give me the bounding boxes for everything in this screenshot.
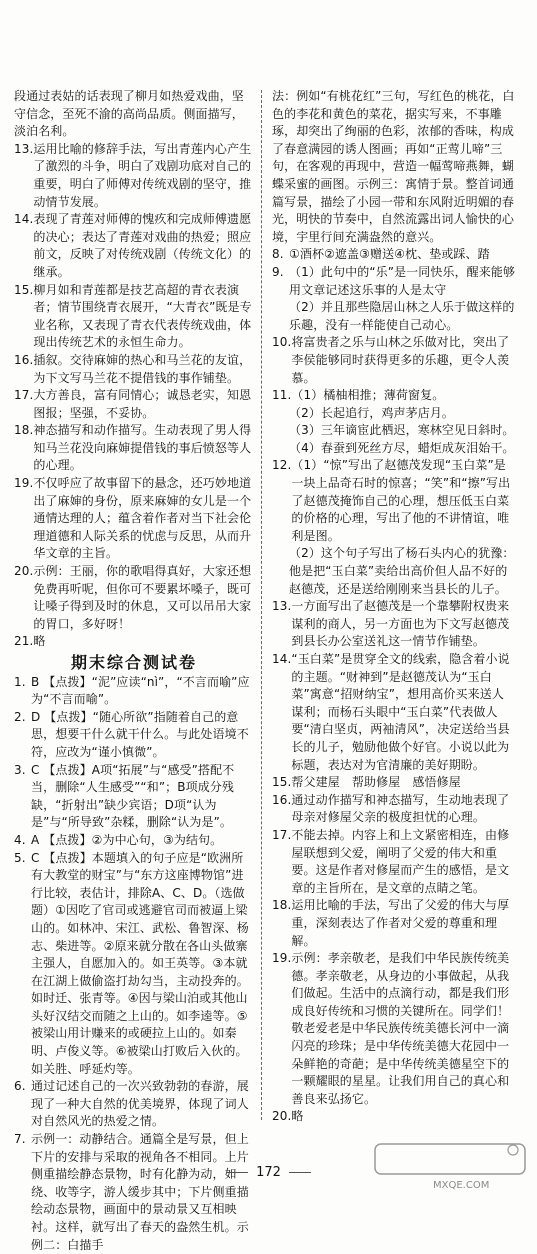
answer-item <box>14 633 254 651</box>
answer-text: 将富贵者之乐与山林之乐做对比，突出了李侯能够同时获得更多的乐趣，更令人羡慕。 <box>291 335 510 385</box>
answer-text: C 【点拨】A项“拓展”与“感受”搭配不当，删除“人生感受”“和”；B项成分残缺，“折射出”缺少宾语；D项“认为是”与“所导致”杂糅，删除“认为是”。 <box>31 762 235 830</box>
answer-number: 2. <box>14 709 26 724</box>
answer-number: 16. <box>272 792 292 807</box>
answer-subitem: （3）三年谪宦此栖迟，寒林空见日斜时。 <box>289 423 515 438</box>
answer-text: 示例：王丽，你的歌唱得真好，大家还想免费再听呢，但你可不要累坏嗓子，既可让嗓子得到及时的休息，又可以吊吊大家的胃口，多好呀！ <box>33 564 252 631</box>
answer-item <box>14 674 254 709</box>
answer-text: 运用比喻的修辞手法，写出青莲内心产生了激烈的斗争，明白了戏剧功底对自己的重要，明白了师傅对传统戏剧的坚守，推动情节发展。 <box>33 141 252 209</box>
answer-item <box>272 651 516 774</box>
answer-subitem: （2）这个句子写出了杨石头内心的犹豫：他是把“玉白菜”卖给出高价但人品不好的赵德茂，还是送给刚刚来当县长的儿子。 <box>289 546 515 596</box>
answer-number: 15. <box>14 282 34 297</box>
answer-item <box>272 598 516 651</box>
answer-text: 不仅呼应了故事留下的悬念，还巧妙地道出了麻婶的身份，原来麻婶的女儿是一个通情达理的人；蕴含着作者对当下社会伦理道德和人际关系的忧虑与反思，从而升华文章的主旨。 <box>33 476 252 561</box>
answer-item <box>272 246 516 264</box>
answer-number: 11. <box>272 388 292 403</box>
section-title: 期末综合测试卷 <box>70 653 197 672</box>
answer-text: 示例：孝亲敬老，是我们中华民族传统美德。孝亲敬老，从身边的小事做起，从我们做起。生活中的点滴行动，都是我们形成良好传统和习惯的关键所在。同学们！敬老爱老是中华民族传统美德长河中一滴闪亮的珍珠；是中华传统美德大花园中一朵鲜艳的奇葩；是中华传统美德星空下的一颗耀眼的星星。让我们用自己的真心和善良来弘扬它。 <box>291 951 510 1106</box>
page-number: 172 <box>0 1165 537 1180</box>
answer-text: 运用比喻的手法，写出了父爱的伟大与厚重，深刻表达了作者对父爱的尊重和理解。 <box>291 898 510 948</box>
column-divider <box>261 90 262 1120</box>
answer-item <box>14 850 254 1079</box>
answer-number: 3. <box>14 762 26 777</box>
answer-number: 16. <box>14 352 34 367</box>
answer-number: 14. <box>272 652 292 666</box>
answer-text: 不能去掉。内容上和上文紧密相连，由修屋联想到父爱，阐明了父爱的伟大和重要。这是作者对修屋而产生的感悟，是文章的主旨所在，是文章的点睛之笔。 <box>291 827 510 895</box>
answer-text: 柳月如和青莲都是技艺高超的青衣表演者；情节围绕青衣展开，“大青衣”既是专业名称，又表现了青衣代表传统戏曲，体现出传统艺术的永恒生命力。 <box>33 282 252 350</box>
answer-text: 神态描写和动作描写。生动表现了男人得知马兰花没向麻婶提借钱的事后愤怒等人的心理。 <box>33 423 252 473</box>
answer-text: 插叙。交待麻婶的热心和马兰花的友谊，为下文写马兰花不提借钱的事作铺垫。 <box>33 352 252 385</box>
watermark-logo <box>373 1138 531 1194</box>
answer-text: 一方面写出了赵德茂是一个靠攀附权贵来谋利的商人，另一方面也为下文写赵德茂到县长办公室送礼这一情节作铺垫。 <box>291 599 510 649</box>
answer-number: 17. <box>272 827 292 842</box>
answer-subitem: （2）长起追行，鸡声茅店月。 <box>289 405 455 420</box>
answer-subitem: （2）并且那些隐居山林之人乐于做这样的乐趣，没有一样能使自己动心。 <box>289 300 515 332</box>
answer-text: 略 <box>33 634 46 649</box>
answer-number: 12. <box>272 458 292 473</box>
answer-number: 20. <box>272 1109 292 1124</box>
answer-item <box>14 141 254 211</box>
answer-text: C 【点拨】本题填入的句子应是“欧洲所有大教堂的财宝”与“东方这座博物馆”进行比较，表估计，排除A、C、D。（选做题）①因吃了官司或逃避官司而被逼上梁山的。如林冲、宋江、武松、鲁智深、杨志、柴进等。②原来就分散在各山头做寨主强人，自愿加入的。如王英等。③本就在江湖上做偷盗打劫勾当，主动投奔的。如时迁、张青等。④因与梁山泊或其他山头好汉结交而随之上山的。如李逵等。⑤被梁山用计赚来的或硬拉上山的。如秦明、卢俊义等。⑥被梁山打败后入伙的。如关胜、呼延灼等。 <box>31 850 249 1076</box>
left-intro-continuation: 段通过表姑的话表现了柳月如热爱戏曲，坚守信念，至死不渝的高尚品质。侧面描写，淡泊名利。 <box>14 89 244 139</box>
answer-number: 13. <box>272 599 292 614</box>
answer-number: 14. <box>14 212 34 227</box>
watermark-mark-icon <box>375 1144 525 1174</box>
answer-number: 17. <box>14 388 34 403</box>
answer-item <box>14 832 254 850</box>
answer-number: 18. <box>14 423 34 438</box>
answer-item <box>272 334 516 387</box>
answer-number: 15. <box>272 775 292 790</box>
answer-item <box>14 352 254 387</box>
answer-text: 表现了青莲对师傅的愧疚和完成师傅遗愿的决心；表达了青莲对戏曲的热爱；照应前文，反映了对传统戏剧（传统文化）的继承。 <box>33 212 252 279</box>
answer-number: 6. <box>14 1079 26 1094</box>
left-column <box>14 88 254 1254</box>
answer-item <box>14 475 254 563</box>
answer-item <box>272 950 516 1108</box>
left-answer-list-1 <box>14 141 254 651</box>
answer-item <box>14 422 254 475</box>
answer-number: 19. <box>14 476 34 491</box>
answer-text: （1）“惊”写出了赵德茂发现“玉白菜”是一块上品奇石时的惊喜；“笑”和“擦”写出了赵德茂掩饰自己的心理，想压低玉白菜的价格的心理，写出了他的不讲情谊，唯利是图。 <box>291 458 511 543</box>
right-answer-list <box>272 246 516 1126</box>
answer-text: 略 <box>291 1109 304 1124</box>
answer-subitem: （4）春蚕到死丝方尽，蜡炬成灰泪始干。 <box>289 440 515 455</box>
answer-number: 18. <box>272 898 292 913</box>
answer-item <box>14 1131 254 1254</box>
answer-item <box>14 762 254 832</box>
answer-item <box>14 563 254 633</box>
answer-item <box>272 827 516 897</box>
answer-text: 示例一：动静结合。通篇全是写景，但上下片的安排与采取的视角各不相同。上片侧重描绘静态景物，时有化静为动，如绕、收等字，游人缓步其中；下片侧重描绘动态景物，画面中的景动景又互相映衬。这样，就写出了春天的盎然生机。示例二：白描手 <box>31 1132 249 1252</box>
answer-item <box>14 211 254 281</box>
answer-text: D 【点拨】“随心所欲”指随着自己的意思，想要干什么就干什么。与此处语境不符，应改为“谨小慎微”。 <box>31 709 249 759</box>
answer-item <box>14 709 254 762</box>
answer-item <box>14 282 254 352</box>
answer-number: 1. <box>14 674 26 689</box>
answer-number: 13. <box>14 141 34 156</box>
answer-text: 通过记述自己的一次兴致勃勃的春游，展现了一种大自然的优美境界，体现了词人对自然风光的热爱之情。 <box>31 1079 249 1129</box>
answer-text: 通过动作描写和神态描写，生动地表现了母亲对修屋父亲的极度担忧的心理。 <box>291 792 510 825</box>
answer-text: （1）此句中的“乐”是一同快乐，醒来能够用文章记述这乐事的人是太守 <box>289 264 516 297</box>
answer-text: （1）橘柚相推；薄荷窗复。 <box>291 388 445 403</box>
answer-item <box>272 897 516 950</box>
answer-text: B 【点拨】“泥”应读“nì”，“不言而喻”应为“不言而喻”。 <box>31 674 250 707</box>
answer-text: “玉白菜”是贯穿全文的线索，隐含着小说的主题。“财神到”是赵德茂认为“玉白菜”寓意“招财纳宝”，想用高价买来送人谋利；而杨石头眼中“玉白菜”代表做人要“清白坚贞，两袖清风”，决定送给当县长的儿子，勉励他做个好官。小说以此为标题，表达对为官清廉的美好期盼。 <box>291 652 510 772</box>
answer-number: 7. <box>14 1132 26 1147</box>
answer-number: 21. <box>14 634 34 649</box>
answer-number: 10. <box>272 335 292 350</box>
answer-item <box>272 457 516 545</box>
answer-text: 帮父建屋 帮助修屋 感悟修屋 <box>291 775 461 790</box>
answer-text: ①酒杯②遮盖③赠送④枕、垫或踩、踏 <box>289 247 490 262</box>
answer-item <box>272 387 516 405</box>
answer-number: 8. <box>272 247 284 262</box>
answer-number: 4. <box>14 832 26 847</box>
answer-number: 9. <box>272 264 284 279</box>
answer-item <box>14 387 254 422</box>
answer-text: A 【点拨】②为中心句，③为结句。 <box>31 832 223 847</box>
answer-item <box>272 1108 516 1126</box>
answer-number: 20. <box>14 564 34 579</box>
answer-number: 5. <box>14 850 26 865</box>
answer-item <box>272 774 516 792</box>
watermark-url: MXQE.COM <box>433 1180 490 1191</box>
answer-item <box>14 1078 254 1131</box>
answer-item <box>272 792 516 827</box>
right-top-continuation: 法：例如“有桃花红”三句，写红色的桃花，白色的李花和黄色的菜花，据实写来，不事雕琢，却突出了绚丽的色彩，浓郁的香味，构成了春意满园的诱人图画；再如“正莺儿啼”三句，在客观的再现中，营造一幅莺啼燕舞，蝴蝶采蜜的画图。示例三：寓情于景。整首词通篇写景，描绘了小园一带和东风附近明媚的春光，明快的节奏中，自然流露出词人愉快的心境，宇里行间充满盎然的意兴。 <box>272 89 515 244</box>
right-column <box>272 88 516 1126</box>
answer-number: 19. <box>272 951 292 966</box>
answer-item <box>272 264 516 299</box>
answer-text: 大方善良，富有同情心；诚恳老实，知恩图报；坚强，不妥协。 <box>33 388 252 420</box>
